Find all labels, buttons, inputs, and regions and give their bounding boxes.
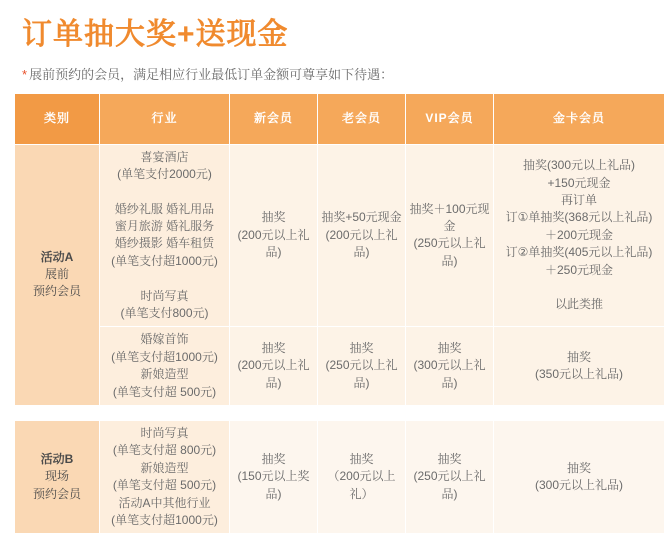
benefit-line: 抽奖＋100元现金 <box>409 201 490 236</box>
category-sub-label-2: 预约会员 <box>18 486 96 503</box>
industry-line: 活动A中其他行业 <box>103 495 226 512</box>
industry-line: (单笔支付超 500元) <box>103 477 226 494</box>
benefit-line: 抽奖 <box>321 340 402 357</box>
benefit-line: (200元以上礼品) <box>233 227 314 262</box>
benefit-line: 以此类推 <box>497 296 661 313</box>
benefit-line: (250元以上礼品) <box>321 357 402 392</box>
benefit-line: +150元现金 <box>497 175 661 192</box>
category-cell-activity-a <box>15 144 100 405</box>
industry-line: 时尚写真 <box>103 425 226 442</box>
benefit-cell-old-member <box>318 144 406 327</box>
benefit-line: (200元以上礼品) <box>321 227 402 262</box>
column-header-vip-member: VIP会员 <box>406 93 494 144</box>
column-header-new-member: 新会员 <box>230 93 318 144</box>
benefit-line: 再订单 <box>497 192 661 209</box>
column-header-gold-member: 金卡会员 <box>494 93 665 144</box>
benefit-line: 抽奖 <box>409 340 490 357</box>
industry-line: 蜜月旅游 婚礼服务 <box>103 218 226 235</box>
benefit-line: (250元以上礼品) <box>409 235 490 270</box>
table-row <box>15 420 665 533</box>
benefit-line: 抽奖 <box>497 460 661 477</box>
industry-line: (单笔支付超1000元) <box>103 349 226 366</box>
category-sub-label-1: 现场 <box>18 468 96 485</box>
industry-line <box>103 270 226 287</box>
benefit-cell-new-member <box>230 327 318 406</box>
benefit-line: （200元以上礼） <box>321 468 402 503</box>
benefit-cell-old-member <box>318 420 406 533</box>
row-separator <box>15 405 665 420</box>
page-title: 订单抽大奖+送现金 <box>8 0 657 60</box>
benefit-line: (300元以上礼品) <box>497 477 661 494</box>
benefit-line: 抽奖 <box>233 451 314 468</box>
benefit-line: (150元以上奖品) <box>233 468 314 503</box>
table-row <box>15 327 665 406</box>
benefit-cell-gold-member <box>494 327 665 406</box>
subtitle-text: 展前预约的会员，满足相应行业最低订单金额可尊享如下待遇： <box>29 67 393 82</box>
benefit-line: 抽奖(300元以上礼品) <box>497 157 661 174</box>
table-row <box>15 144 665 327</box>
benefit-line <box>497 279 661 296</box>
benefit-line: 抽奖 <box>233 209 314 226</box>
column-header-old-member: 老会员 <box>318 93 406 144</box>
industry-cell <box>100 420 230 533</box>
benefit-cell-vip-member <box>406 327 494 406</box>
industry-line: (单笔支付超 800元) <box>103 442 226 459</box>
benefit-cell-gold-member <box>494 420 665 533</box>
benefit-line: 抽奖 <box>409 451 490 468</box>
benefit-line: (300元以上礼品) <box>409 357 490 392</box>
benefit-line: 订①单抽奖(368元以上礼品) <box>497 209 661 226</box>
category-sub-label-1: 展前 <box>18 266 96 283</box>
asterisk-marker: * <box>22 67 27 82</box>
benefit-line: (350元以上礼品) <box>497 366 661 383</box>
industry-cell <box>100 327 230 406</box>
benefit-cell-new-member <box>230 420 318 533</box>
industry-line: (单笔支付超1000元) <box>103 512 226 529</box>
benefit-line: 抽奖 <box>497 349 661 366</box>
benefit-cell-vip-member <box>406 144 494 327</box>
industry-line: 时尚写真 <box>103 288 226 305</box>
benefit-line: ＋250元现金 <box>497 262 661 279</box>
industry-line: 喜宴酒店 <box>103 149 226 166</box>
industry-line: 婚嫁首饰 <box>103 331 226 348</box>
benefit-cell-gold-member <box>494 144 665 327</box>
category-cell-activity-b <box>15 420 100 533</box>
benefit-line: 订②单抽奖(405元以上礼品) <box>497 244 661 261</box>
benefit-line: 抽奖+50元现金 <box>321 209 402 226</box>
industry-line <box>103 183 226 200</box>
industry-cell <box>100 144 230 327</box>
benefit-cell-vip-member <box>406 420 494 533</box>
industry-line: 新娘造型 <box>103 460 226 477</box>
category-main-label: 活动B <box>18 451 96 468</box>
industry-line: 新娘造型 <box>103 366 226 383</box>
industry-line: (单笔支付超1000元) <box>103 253 226 270</box>
column-header-industry: 行业 <box>100 93 230 144</box>
industry-line: (单笔支付超 500元) <box>103 384 226 401</box>
industry-line: (单笔支付2000元) <box>103 166 226 183</box>
benefit-cell-new-member <box>230 144 318 327</box>
category-main-label: 活动A <box>18 249 96 266</box>
table-header-row <box>15 93 665 144</box>
benefit-line: 抽奖 <box>321 451 402 468</box>
benefit-line: 抽奖 <box>233 340 314 357</box>
page-subtitle <box>8 60 657 93</box>
column-header-category: 类别 <box>15 93 100 144</box>
benefit-line: ＋200元现金 <box>497 227 661 244</box>
industry-line: (单笔支付800元) <box>103 305 226 322</box>
benefit-line: (200元以上礼品) <box>233 357 314 392</box>
category-sub-label-2: 预约会员 <box>18 283 96 300</box>
benefit-cell-old-member <box>318 327 406 406</box>
benefits-table <box>14 93 665 534</box>
benefit-line: (250元以上礼品) <box>409 468 490 503</box>
industry-line: 婚纱摄影 婚车租赁 <box>103 235 226 252</box>
industry-line: 婚纱礼服 婚礼用品 <box>103 201 226 218</box>
